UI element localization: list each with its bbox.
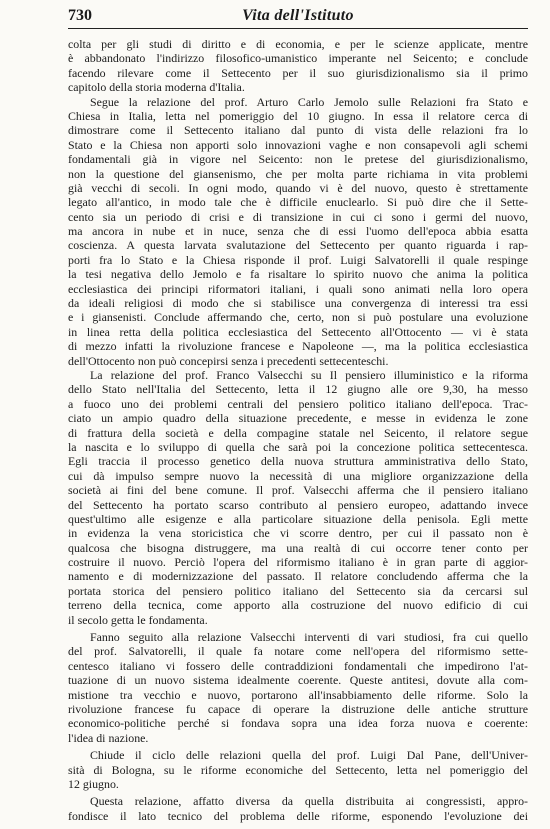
text-line: è abbandonato l'indirizzo filosofico-umanistico imperante nel Seicento; e conclude: [68, 51, 528, 66]
text-line: fondisce il lato tecnico del problema delle riforme, esponendo l'evoluzione dei: [68, 808, 528, 823]
text-line: ciato un ampio quadro della situazione precedente, e messe in evidenza le zone: [68, 411, 528, 426]
text-line: l'idea di nazione.: [68, 730, 149, 745]
text-line: fondamentali già in vigore nel Seicento: non le pretese del giurisdizionalismo,: [68, 152, 528, 167]
text-line: del prof. Salvatorelli, il quale fa notare come nell'opera del riformismo sette-: [68, 644, 528, 659]
text-line: Chiesa in Italia, letta nel pomeriggio del 10 giugno. In essa il relatore cerca di: [68, 108, 528, 123]
text-line: coscienza. A questa larvata svalutazione del Settecento per quanto riguarda i rap-: [68, 238, 528, 253]
page-number: 730: [68, 7, 92, 24]
paragraph-intro-continuation: [68, 37, 528, 95]
text-line: Segue la relazione del prof. Arturo Carlo Jemolo sulle Relazioni fra Stato e: [90, 94, 528, 109]
text-line: di mezzo infatti la rivoluzione francese e Napoleone —, ma la politica ecclesiastica: [68, 339, 528, 354]
text-line: già vecchi di secoli. In ogni modo, quando vi è del nuovo, questo è strettamente: [68, 180, 528, 195]
text-line: dell'Ottocento non può concepirsi senza i precedenti settecenteschi.: [68, 353, 389, 368]
text-line: qualcosa che bisogna distruggere, ma una realtà di cui occorre tener conto per: [68, 540, 528, 555]
text-line: a fuoco uno dei problemi centrali del pensiero politico italiano dell'epoca. Trac-: [68, 396, 528, 411]
text-line: cento sia un periodo di crisi e di transizione in cui ci sono i germi del nuovo,: [68, 209, 528, 224]
text-line: sità di Bologna, su le riforme economiche del Settecento, letta nel pomeriggio del: [68, 762, 528, 777]
text-line: quest'ultimo alle esigenze e alla particolare situazione della penisola. Egli mette: [68, 511, 528, 526]
body-text: [68, 37, 528, 823]
text-line: dello Stato nell'Italia del Settecento, letta il 12 giugno alle ore 9,30, ha messo: [68, 382, 528, 397]
paragraph-valsecchi: [68, 368, 528, 627]
text-line: terreno della tecnica, come apporto alla costruzione del nuovo edificio di cui: [68, 598, 528, 613]
text-line: cui dà impulso sempre nuovo la necessità di una migliore organizzazione della: [68, 468, 528, 483]
text-line: società ai fini del bene comune. Il prof. Valsecchi afferma che il pensiero italiano: [68, 483, 528, 498]
text-line: facendo rilevare come il Settecento per il suo giurisdizionalismo sia il primo: [68, 65, 528, 80]
text-line: la nascita e lo sviluppo di quella che sarà poi la concezione politica settecentesca.: [68, 439, 528, 454]
text-line: ma ancora in nube et in nuce, senza che di essi l'uomo dell'epoca abbia esatta: [68, 224, 528, 239]
text-line: colta per gli studi di diritto e di economia, e per le scienze applicate, mentre: [68, 37, 528, 51]
text-line: capitolo della storia moderna d'Italia.: [68, 80, 245, 95]
paragraph-relazione: [68, 794, 528, 823]
text-line: Fanno seguito alla relazione Valsecchi interventi di vari studiosi, fra cui quello: [90, 630, 528, 645]
paragraph-dal-pane: [68, 748, 528, 791]
text-line: ecclesiastica dei principi riformatori italiani, i quali sono animati nella loro opera: [68, 281, 528, 296]
text-line: il secolo getta le fondamenta.: [68, 612, 208, 627]
text-line: 12 giugno.: [68, 776, 119, 791]
text-line: di frattura della società e della compagine statale nel Seicento, il relatore segue: [68, 425, 528, 440]
text-line: costruire il nuovo. Perciò l'opera del riformismo italiano è in gran parte di aggior-: [68, 555, 528, 570]
text-line: da ideali religiosi di modo che si stabilisce una convergenza di interessi tra essi: [68, 296, 528, 311]
text-line: la tesi negativa dello Jemolo e fa risaltare lo spirito nuovo che anima la politica: [68, 267, 528, 282]
text-line: legato all'antico, in modo tale che è difficile enuclearlo. Si può dire che il Sette-: [68, 195, 528, 210]
text-line: del Settecento ha portato scarso contributo al pensiero europeo, adattando invece: [68, 497, 528, 512]
text-line: tuazione di un nuovo sistema idealmente coerente. Queste antitesi, dovute alla com-: [68, 673, 528, 688]
running-header: [68, 6, 528, 29]
paragraph-jemolo: [68, 95, 528, 368]
text-line: e i giansenisti. Conclude affermando che, certo, non si può postulare una evoluzione: [68, 310, 528, 325]
text-line: porti fra lo Stato e la Chiesa risponde il prof. Luigi Salvatorelli il quale respinge: [68, 252, 528, 267]
text-line: namento e di modernizzazione del passato. Il relatore concludendo afferma che la: [68, 569, 528, 584]
running-title: Vita dell'Istituto: [242, 7, 354, 24]
text-line: Egli traccia il processo genetico della nuova struttura amministrativa dello Stato,: [68, 454, 528, 469]
text-line: mistione tra vecchio e nuovo, portarono all'insabbiamento delle riforme. Solo la: [68, 687, 528, 702]
text-line: non la questione del giansenismo, che per molta parte richiama in vita problemi: [68, 166, 528, 181]
text-line: in linea retta della politica ecclesiastica del Settecento all'Ottocento — vi è stata: [68, 324, 528, 339]
text-line: Chiude il ciclo delle relazioni quella del prof. Luigi Dal Pane, dell'Univer-: [90, 748, 528, 763]
text-line: Questa relazione, affatto diversa da quella distribuita ai congressisti, appro-: [90, 794, 528, 809]
text-line: Stato e la Chiesa non apporti solo innovazioni vaghe e non consapevoli agli schemi: [68, 137, 528, 152]
text-line: dimostrare come il Settecento italiano dal punto di vista delle relazioni fra lo: [68, 123, 528, 138]
text-line: portata storica del pensiero politico italiano del Settecento sia da cercarsi sul: [68, 583, 528, 598]
text-line: in evidenza la vena storicistica che vi scorre dentro, per cui il passato non è: [68, 526, 528, 541]
text-line: rivoluzione francese fu capace di operare la distruzione delle antiche strutture: [68, 701, 528, 716]
text-line: centesco italiano vi fossero delle contraddizioni fondamentali che impedirono l'at-: [68, 658, 528, 673]
text-line: La relazione del prof. Franco Valsecchi su Il pensiero illuministico e la riforma: [90, 367, 528, 382]
text-line: economico-politiche perché si fondava sopra una idea forza nuova e coerente:: [68, 716, 528, 731]
paragraph-interventions: [68, 630, 528, 745]
